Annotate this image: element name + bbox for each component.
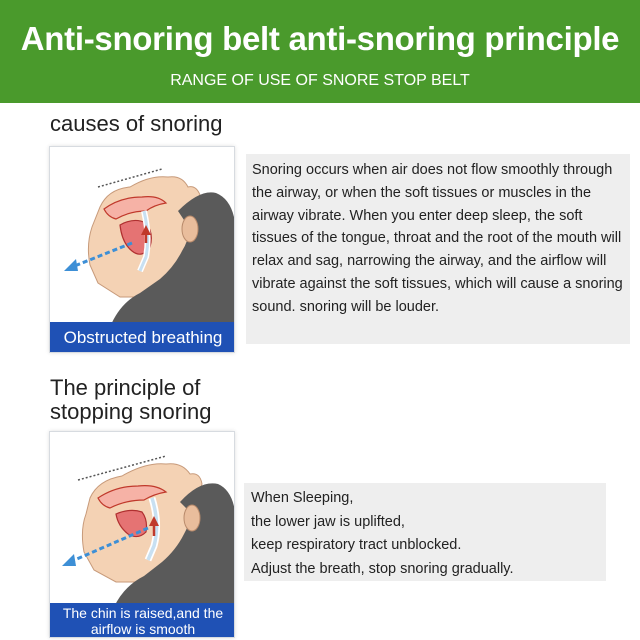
- principle-heading: The principle of stopping snoring: [50, 375, 212, 424]
- open-airway-illustration: [49, 431, 235, 638]
- page-subtitle: RANGE OF USE OF SNORE STOP BELT: [170, 72, 470, 89]
- head-profile-obstructed-airway-icon: [50, 147, 235, 327]
- principle-line: keep respiratory tract unblocked.: [251, 537, 462, 553]
- head-profile-open-airway-icon: [50, 432, 235, 607]
- chin-raised-caption: The chin is raised,and the airflow is smooth: [50, 603, 235, 638]
- principle-line: the lower jaw is uplifted,: [251, 513, 405, 530]
- principle-line: When Sleeping,: [251, 490, 354, 506]
- causes-heading: causes of snoring: [50, 111, 223, 136]
- obstructed-airway-illustration: [49, 146, 235, 353]
- header-banner: [0, 0, 640, 103]
- causes-description: Snoring occurs when air does not flow smoothly through the airway, or when the soft tissues or muscles in the airway vibrate. When you enter deep sleep, the soft tissues of the tongue, throat and the root of the mouth will relax and sag, narrowing the airway, and the airflow will vibrate against the soft tissues, which will cause a snoring sound. snoring will be louder.: [246, 154, 630, 344]
- obstructed-breathing-caption: Obstructed breathing: [50, 322, 235, 353]
- principle-line: Adjust the breath, stop snoring gradually.: [251, 560, 514, 577]
- page-title: Anti-snoring belt anti-snoring principle: [20, 20, 620, 57]
- principle-description: [244, 483, 606, 581]
